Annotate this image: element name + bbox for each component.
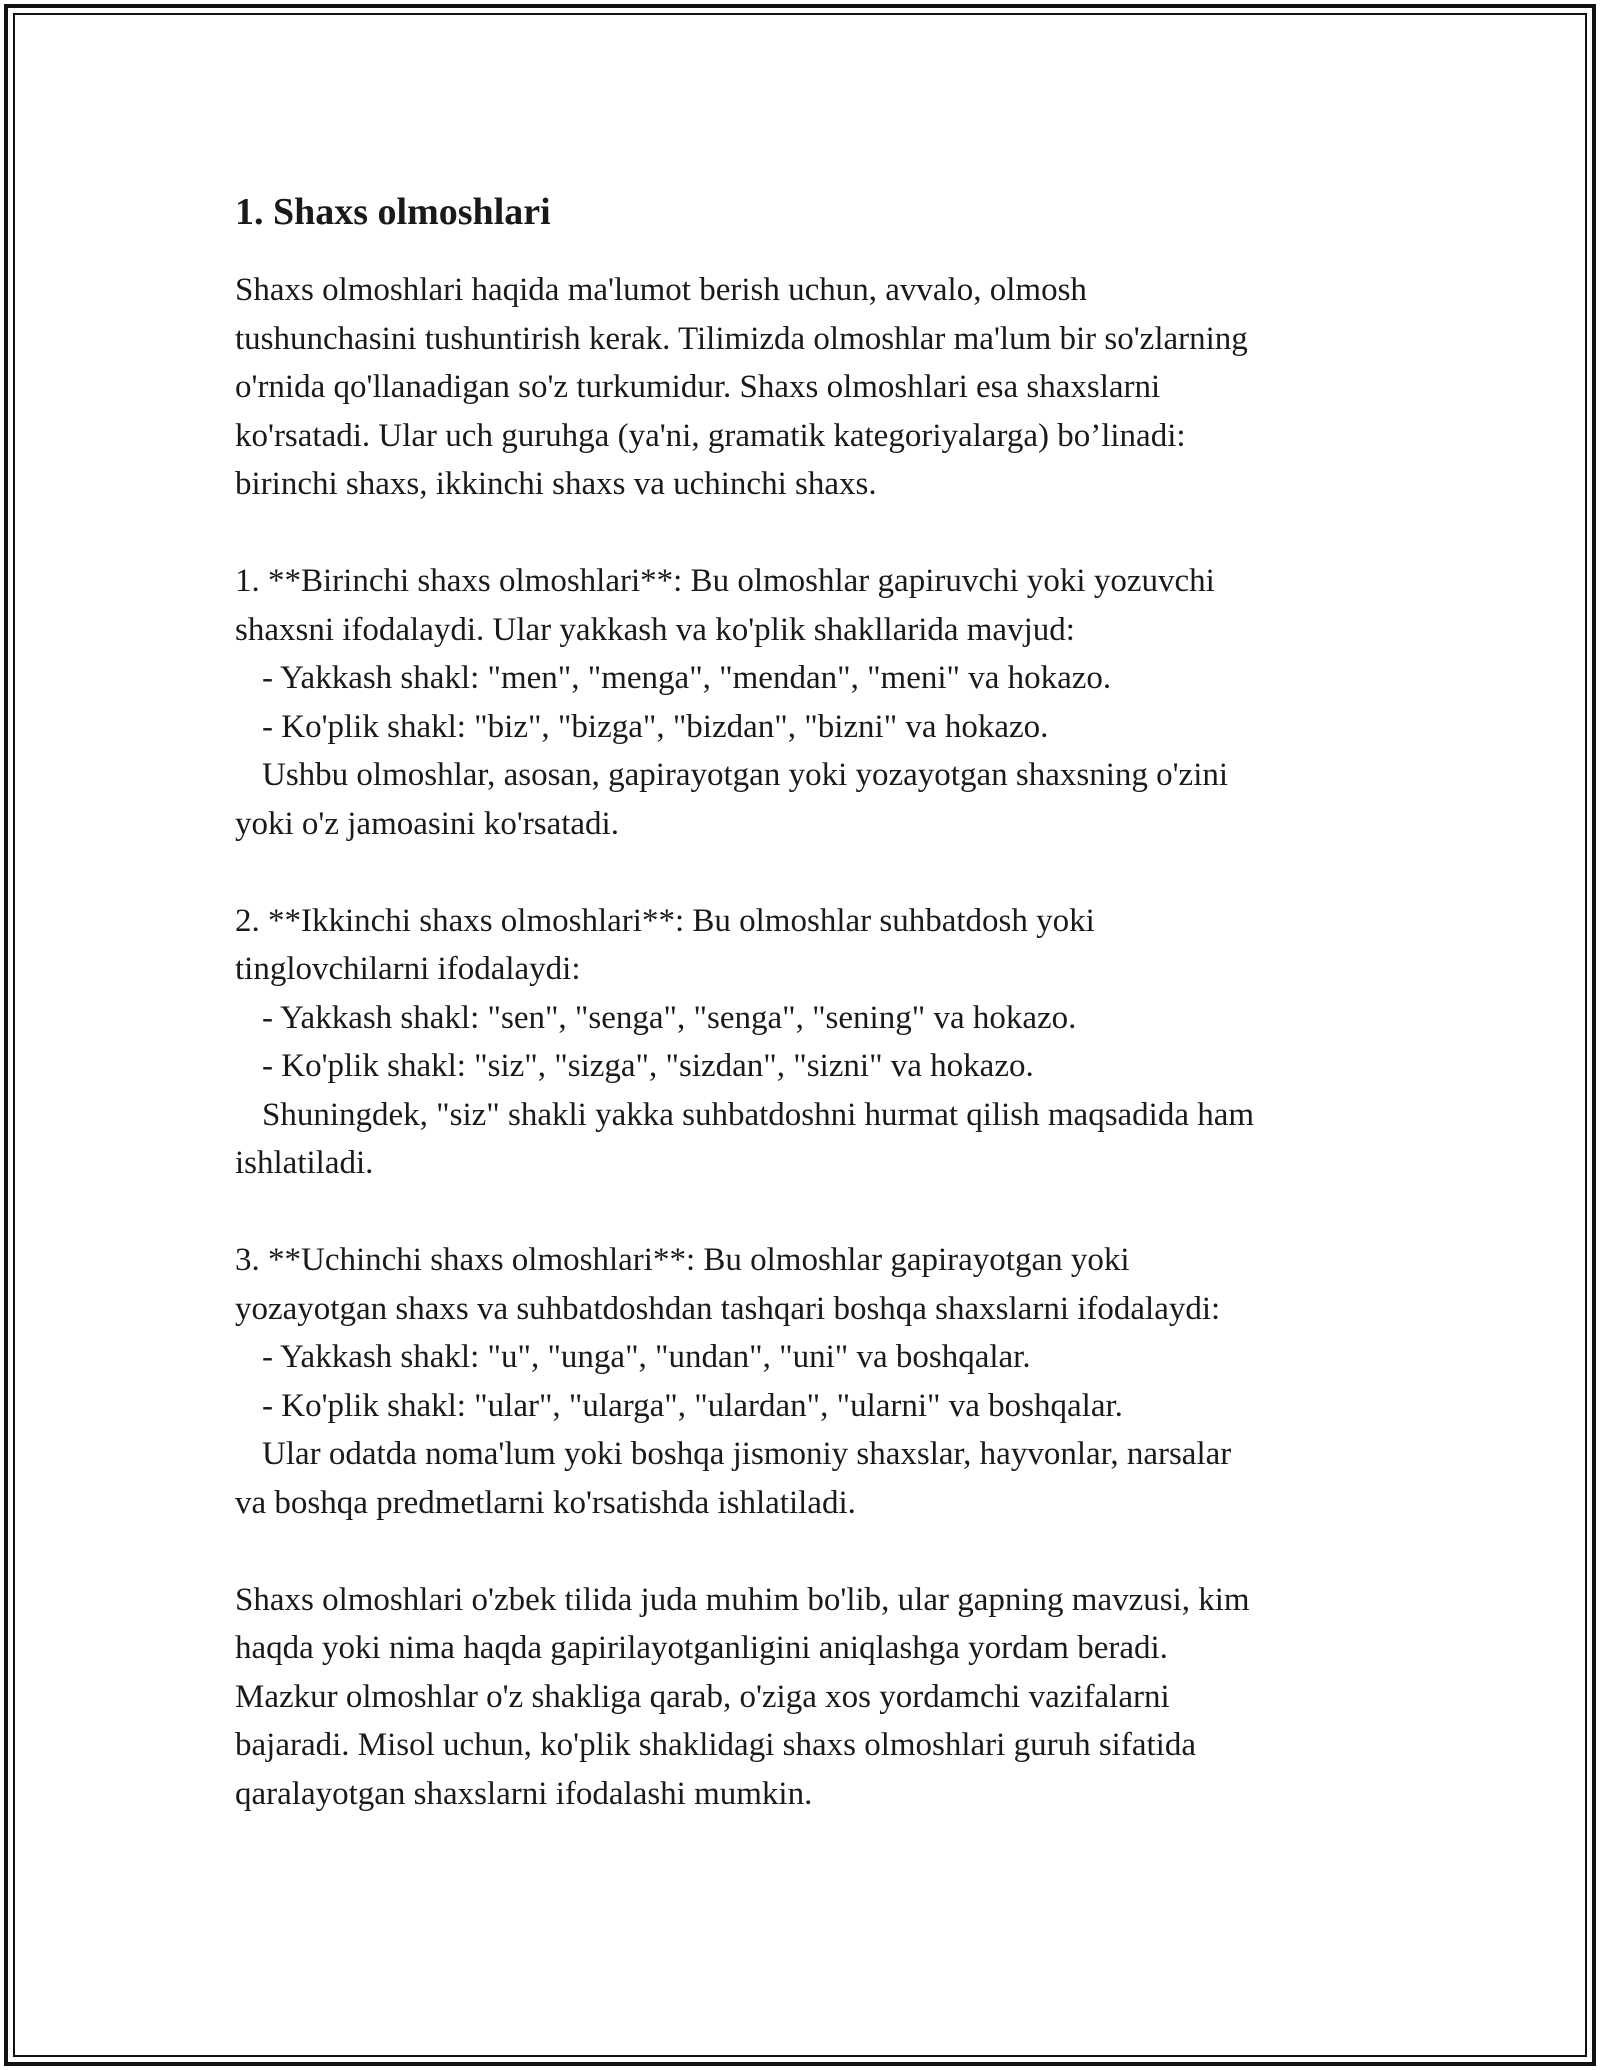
section-note-line: Ular odatda noma'lum yoki boshqa jismoniy shaxslar, hayvonlar, narsalar — [262, 1436, 1232, 1472]
document-body — [235, 188, 1370, 1867]
section-note-line: ishlatiladi. — [235, 1145, 374, 1181]
section-heading-line: yozayotgan shaxs va suhbatdoshdan tashqari boshqa shaxslarni ifodalaydi: — [235, 1290, 1221, 1327]
intro-line: Shaxs olmoshlari haqida ma'lumot berish uchun, avvalo, olmosh — [235, 272, 1087, 308]
list-item: - Yakkash shakl: "sen", "senga", "senga", "sening" va hokazo. — [262, 999, 1077, 1036]
intro-line: ko'rsatadi. Ular uch guruhga (ya'ni, gramatik kategoriyalarga) bo’linadi: — [235, 417, 1186, 454]
conclusion-line: qaralayotgan shaxslarni ifodalashi mumkin. — [235, 1775, 813, 1812]
intro-paragraph — [235, 266, 1370, 509]
section-third-person — [235, 1236, 1370, 1527]
section-note-line: Ushbu olmoshlar, asosan, gapirayotgan yoki yozayotgan shaxsning o'zini — [262, 757, 1229, 793]
conclusion-line: Mazkur olmoshlar o'z shakliga qarab, o'ziga xos yordamchi vazifalarni — [235, 1678, 1170, 1715]
section-note-line: Shuningdek, "siz" shakli yakka suhbatdoshni hurmat qilish maqsadida ham — [262, 1096, 1255, 1133]
intro-line: o'rnida qo'llanadigan so'z turkumidur. Shaxs olmoshlari esa shaxslarni — [235, 369, 1161, 405]
section-heading-line: shaxsni ifodalaydi. Ular yakkash va ko'plik shakllarida mavjud: — [235, 611, 1075, 648]
section-second-person — [235, 897, 1370, 1188]
section-heading-line: 3. **Uchinchi shaxs olmoshlari**: Bu olmoshlar gapirayotgan yoki — [235, 1242, 1130, 1278]
list-item: - Ko'plik shakl: "ular", "ularga", "ulardan", "ularni" va boshqalar. — [262, 1387, 1123, 1424]
list-item: - Yakkash shakl: "men", "menga", "mendan", "meni" va hokazo. — [262, 660, 1112, 696]
section-heading-line: tinglovchilarni ifodalaydi: — [235, 951, 581, 987]
list-item: - Yakkash shakl: "u", "unga", "undan", "uni" va boshqalar. — [262, 1339, 1031, 1375]
conclusion-line: Shaxs olmoshlari o'zbek tilida juda muhim bo'lib, ular gapning mavzusi, kim — [235, 1581, 1250, 1618]
intro-line: tushunchasini tushuntirish kerak. Tilimizda olmoshlar ma'lum bir so'zlarning — [235, 320, 1248, 357]
list-item: - Ko'plik shakl: "biz", "bizga", "bizdan", "bizni" va hokazo. — [262, 708, 1049, 745]
conclusion-line: bajaradi. Misol uchun, ko'plik shaklidagi shaxs olmoshlari guruh sifatida — [235, 1727, 1196, 1763]
section-heading-line: 1. **Birinchi shaxs olmoshlari**: Bu olmoshlar gapiruvchi yoki yozuvchi — [235, 563, 1215, 599]
section-note-line: yoki o'z jamoasini ko'rsatadi. — [235, 805, 619, 842]
document-title: 1. Shaxs olmoshlari — [235, 191, 551, 233]
list-item: - Ko'plik shakl: "siz", "sizga", "sizdan", "sizni" va hokazo. — [262, 1048, 1034, 1084]
conclusion-line: haqda yoki nima haqda gapirilayotganligini aniqlashga yordam beradi. — [235, 1630, 1168, 1666]
section-note-line: va boshqa predmetlarni ko'rsatishda ishlatiladi. — [235, 1484, 856, 1521]
conclusion-paragraph — [235, 1576, 1370, 1819]
intro-line: birinchi shaxs, ikkinchi shaxs va uchinchi shaxs. — [235, 466, 877, 502]
section-first-person — [235, 557, 1370, 848]
section-heading-line: 2. **Ikkinchi shaxs olmoshlari**: Bu olmoshlar suhbatdosh yoki — [235, 902, 1095, 939]
